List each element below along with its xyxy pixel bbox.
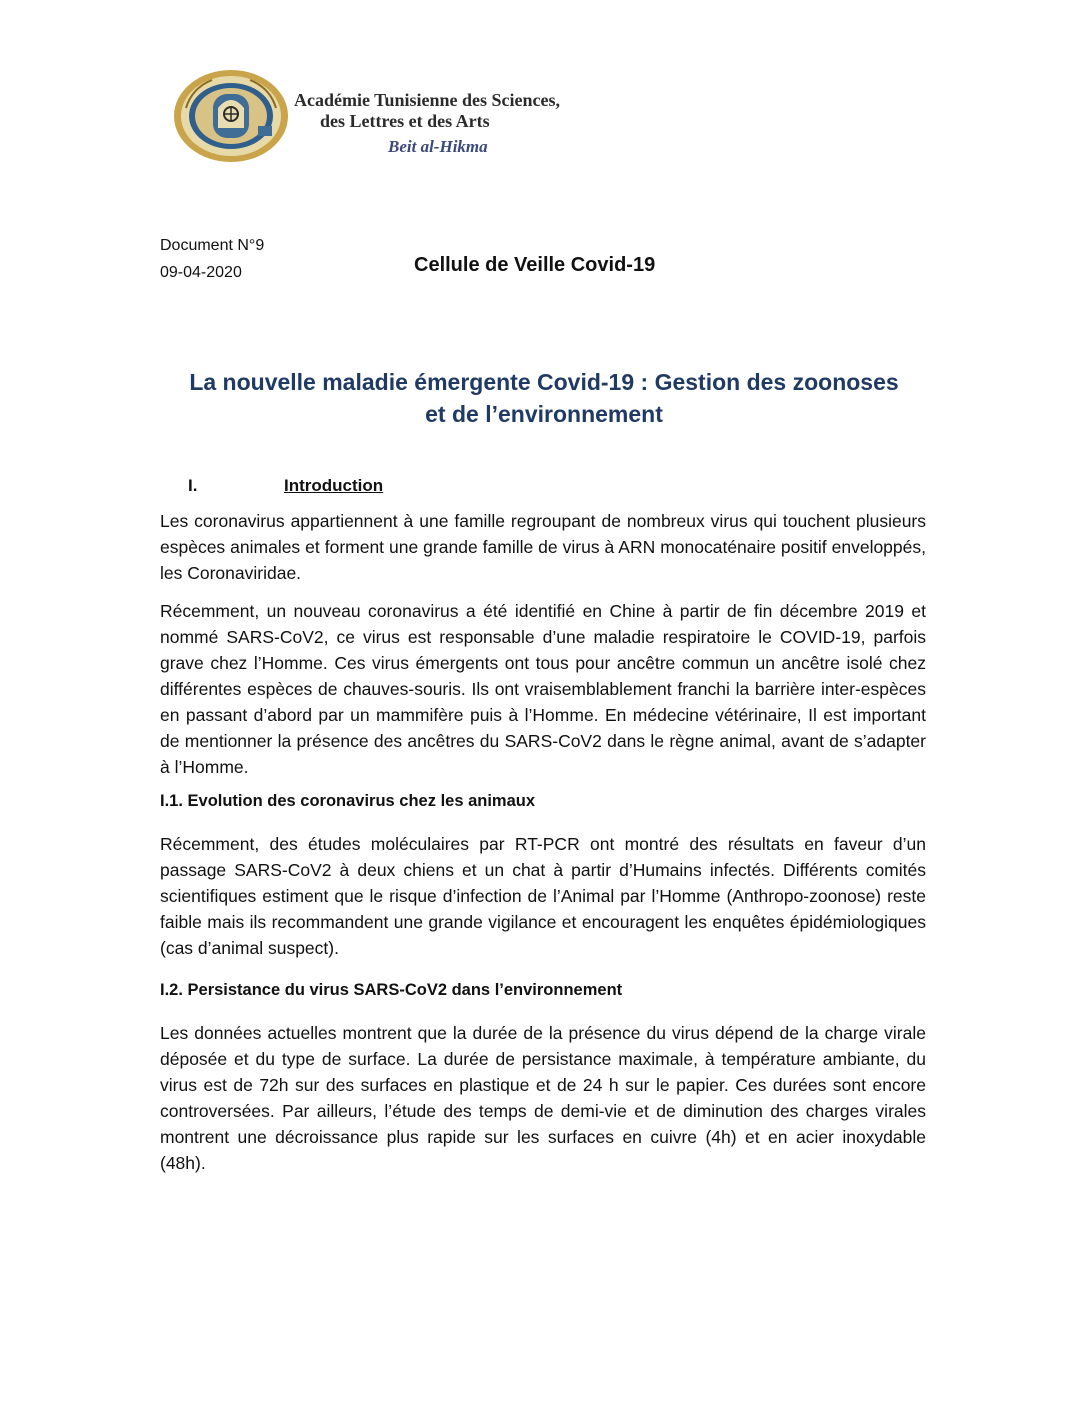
paragraph: Récemment, des études moléculaires par RT-PCR ont montré des résultats en faveur d’un passage SARS-CoV2 à deux chiens et un chat à partir d’Humains infectés. Différents comités scientifiques estiment que le risque d’infection de l’Animal par l’Homme (Anthropo-zoonose) reste faible mais ils recommandent une grande vigilance et encouragent les enquêtes épidémiologiques (cas d’animal suspect). bbox=[160, 834, 926, 958]
academy-line-2: des Lettres et des Arts bbox=[320, 111, 490, 131]
section-number: I. bbox=[188, 476, 198, 495]
academy-name bbox=[294, 90, 560, 157]
cell-title: Cellule de Veille Covid-19 bbox=[414, 254, 656, 276]
header bbox=[172, 68, 560, 164]
section-heading-introduction bbox=[160, 476, 926, 496]
section-title: Introduction bbox=[284, 476, 384, 495]
academy-seal-icon bbox=[172, 68, 290, 164]
subsection-heading-persistance: I.2. Persistance du virus SARS-CoV2 dans l’environnement bbox=[160, 981, 623, 999]
document-number: Document N°9 bbox=[160, 237, 265, 254]
title-line-1: La nouvelle maladie émergente Covid-19 : Gestion des zoonoses bbox=[189, 369, 899, 395]
academy-line-3: Beit al-Hikma bbox=[388, 137, 488, 156]
paragraph: Récemment, un nouveau coronavirus a été identifié en Chine à partir de fin décembre 2019 et nommé SARS-CoV2, ce virus est responsable d’une maladie respiratoire le COVID-19, parfois grave chez l’Homme. Ces virus émergents ont tous pour ancêtre commun un ancêtre isolé chez différentes espèces de chauves-souris. Ils ont vraisemblablement franchi la barrière inter-espèces en passant d’abord par un mammifère puis à l’Homme. En médecine vétérinaire, Il est important de mentionner la présence des ancêtres du SARS-CoV2 dans le règne animal, avant de s’adapter à l’Homme. bbox=[160, 601, 926, 777]
document-date: 09-04-2020 bbox=[160, 264, 242, 281]
title-line-2: et de l’environnement bbox=[425, 401, 663, 427]
academy-line-1: Académie Tunisienne des Sciences, bbox=[294, 90, 561, 110]
paragraph: Les coronavirus appartiennent à une famille regroupant de nombreux virus qui touchent plusieurs espèces animales et forment une grande famille de virus à ARN monocaténaire positif enveloppés, les Coronaviridae. bbox=[160, 511, 926, 583]
page-title bbox=[140, 366, 948, 430]
document-body bbox=[160, 476, 926, 1188]
subsection-heading-evolution: I.1. Evolution des coronavirus chez les animaux bbox=[160, 792, 536, 810]
document-meta bbox=[160, 232, 264, 286]
paragraph: Les données actuelles montrent que la durée de la présence du virus dépend de la charge virale déposée et du type de surface. La durée de persistance maximale, à température ambiante, du virus est de 72h sur des surfaces en plastique et de 24 h sur le papier. Ces durées sont encore controversées. Par ailleurs, l’étude des temps de demi-vie et de diminution des charges virales montrent une décroissance plus rapide sur les surfaces en cuivre (4h) et en acier inoxydable (48h). bbox=[160, 1023, 926, 1173]
